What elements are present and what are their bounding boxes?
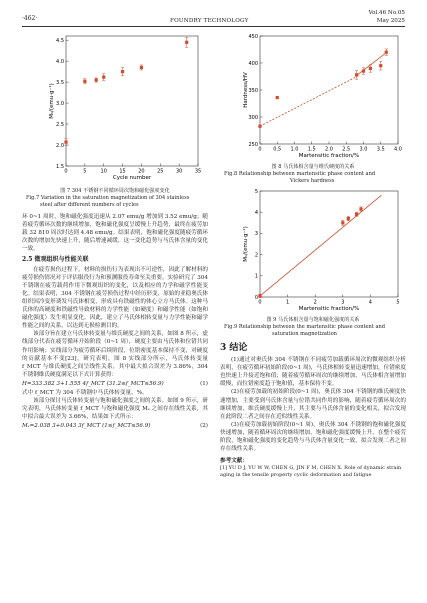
figure-8-caption-en-1: Fig.8 Relationship between martensitic phase content and: [224, 171, 376, 177]
data-point: [379, 64, 382, 67]
data-point: [102, 75, 105, 78]
y-tick-label: 250: [248, 141, 258, 148]
figure-7-chart: [22, 32, 208, 187]
x-tick-label: 2.0: [325, 146, 333, 153]
page-number: ·462·: [22, 15, 38, 22]
data-point: [362, 70, 365, 73]
section-2-5-heading: 2.5 微观组织与性能关联: [22, 256, 89, 264]
figure-9-caption-en-1: Fig.9 Relationship between the martensitic phase content and: [224, 324, 386, 330]
figure-9: [220, 187, 406, 317]
x-tick-label: 30: [175, 168, 183, 175]
y-axis-title: Hardness/HV: [243, 72, 249, 108]
x-tick-label: 2: [313, 299, 317, 306]
x-tick-label: 4: [368, 299, 372, 306]
y-tick-label: 1: [254, 273, 258, 280]
x-tick-label: 10: [100, 168, 107, 175]
plot-frame: [260, 36, 398, 144]
y-tick-label: 400: [248, 60, 258, 67]
data-point: [185, 41, 188, 44]
data-point: [121, 70, 124, 73]
data-point: [95, 78, 98, 81]
data-point: [83, 80, 86, 83]
equation-1: [22, 380, 208, 388]
data-point: [276, 96, 279, 99]
x-tick-label: 0: [258, 299, 262, 306]
figure-8-caption-cn: 图 8 马氏体相含量与维氏硬度的关系: [271, 164, 355, 170]
equation-1-number: (1): [200, 380, 208, 387]
figure-9-caption-en-2: saturation magnetization: [272, 331, 337, 337]
fit-line-solid: [357, 52, 388, 76]
data-point: [64, 140, 67, 143]
x-tick-label: 3.0: [359, 146, 368, 153]
x-tick-label: 0: [64, 168, 68, 175]
data-point: [140, 66, 143, 69]
x-tick-label: 0: [258, 146, 262, 153]
y-tick-label: 3.5: [56, 79, 64, 86]
figure-8-caption-en-2: Vickers hardness: [290, 178, 335, 184]
issue-date: May 2025: [376, 18, 405, 24]
figure-9-chart: [220, 187, 406, 317]
x-tick-label: 15: [119, 168, 126, 175]
x-tick-label: 35: [194, 168, 202, 175]
fit-line-solid: [260, 195, 381, 296]
y-tick-label: 350: [248, 87, 258, 94]
paragraph-microstructure: 在疲劳损伤过程下，材料的损伤行为表现出不可逆性，因此了解材料的疲劳损伤情况对于评估服役行为和预测服役寿命至关重要。实验研究了 304 不锈钢在疲劳载荷作用下微观组织的变化，以及相应的力学和磁学性能变化。结果表明，304 不锈钢在疲劳损伤过程中经历形变，原始的亚稳奥氏体组织因冷变形诱发马氏体相变，形成具有铁磁性的体心立方马氏体。这种马氏体的高硬度和铁磁性导致材料的力学性能（如硬度）和磁学性能（如饱和磁化强度）发生明显变化。因此，建立了马氏体相转变量与力学性能和磁学性能之间的关系，以达到无损检测目的。: [22, 266, 208, 330]
y-tick-label: 1.5: [56, 163, 64, 170]
y-tick-label: 300: [248, 114, 258, 121]
figure-7-caption-cn: 图 7 304 不锈钢不同循环周次饱和磁化强度变化: [60, 188, 170, 194]
x-tick-label: 2.5: [342, 146, 351, 153]
equation-2-body: Mₛ=2.038 3+0.043 3f_MCT (1≤f_MCT≤56.9): [22, 423, 151, 430]
x-tick-label: 3.5: [376, 146, 385, 153]
y-tick-label: 3: [254, 231, 258, 238]
x-tick-label: 0.5: [273, 146, 282, 153]
paragraph-fig7-discussion: 环 0~1 周时，饱和磁化强度迅速从 2.07 emu/g 增加到 3.52 emu/g；随着疲劳循环次数的继续增加，饱和磁化强度呈缓慢上升趋势，最终在疲劳加载 32 810 周次时达到 4.48 emu/g。结果表明，饱和磁化强度随疲劳循环次数的增加先快速上升，随后增速减缓，这一变化趋势与马氏体含量的变化一致。: [22, 214, 208, 253]
figure-7-caption-en-1: Fig.7 Variation in the saturation magnetization of 304 stainless: [26, 195, 190, 201]
y-tick-label: 4.5: [56, 37, 64, 44]
references-heading: 参考文献：: [220, 458, 248, 465]
plot-frame: [66, 36, 198, 166]
x-axis-title: Martensitic fraction/%: [298, 153, 360, 159]
x-tick-label: 3: [341, 299, 345, 306]
conclusion-3: (3)在疲劳加载初始阶段(0~1 周)，奥氏体 304 不锈钢的饱和磁化强度快速增加，随着循环周次的继续增加，饱和磁化强度缓慢上升，在整个疲劳阶段，饱和磁化强度的变化趋势与马氏体含量变化一致，拟合发现二者之间存在线性关系。: [220, 421, 406, 453]
y-tick-label: 3.0: [56, 100, 64, 107]
data-point: [258, 125, 261, 128]
y-tick-label: 2.5: [56, 121, 64, 128]
journal-name: FOUNDRY TECHNOLOGY: [170, 18, 249, 24]
paragraph-eq1-note: 式中 f_MCT 为 304 不锈钢中马氏体转变量，%。: [22, 389, 148, 396]
x-tick-label: 4.0: [394, 146, 402, 153]
data-point: [359, 207, 362, 210]
plot-frame: [260, 191, 398, 297]
reference-1: [1] YU D J, YU W W, CHEN G, JIN F M, CHEN X. Role of dynamic strain aging in the tensile property cyclic deformation and fatigue: [220, 465, 402, 479]
x-axis-title: Cycle number: [112, 175, 152, 181]
data-point: [355, 73, 358, 76]
right-column: [220, 32, 406, 479]
y-tick-label: 5: [254, 188, 258, 195]
y-tick-label: 4: [254, 210, 258, 216]
equation-2: [22, 422, 208, 430]
data-point: [385, 51, 388, 54]
y-tick-label: 450: [248, 33, 258, 40]
y-axis-title: Mₛ/(emu·g⁻¹): [49, 83, 55, 119]
figure-7: [22, 32, 208, 187]
header-rule: [22, 26, 405, 27]
y-tick-label: 2.0: [56, 142, 64, 149]
x-tick-label: 25: [157, 168, 164, 175]
x-tick-label: 5: [83, 168, 87, 175]
paragraph-magnetization-relation: 该部分探讨马氏体转变量与饱和磁化强度之间的关系。如图 9 所示，研究表明，马氏体转变量 f_MCT 与饱和磁化强度 Mₛ 之间存在线性关系，其中拟合最大误差为 3.66%，结果如下式所示：: [22, 398, 208, 421]
x-tick-label: 20: [138, 168, 145, 175]
figure-8: [220, 32, 406, 164]
conclusion-1: (1)通过对奥氏体 304 不锈钢在不同疲劳加载循环周次的微观组织分析表明，在疲劳循环初始阶段(0~1 周)，马氏体相转变量迅速增加，位错密度也快速上升接近饱和值；随着疲劳循环周次的继续增加，马氏体相含量增加缓慢，而位错密度趋于饱和值，基本保持不变。: [220, 357, 406, 388]
data-point: [355, 213, 358, 216]
conclusion-2: (2)在疲劳加载的初始阶段(0~1 周)，奥氏体 304 不锈钢的维氏硬度快速增加，主要受到马氏体含量与位错共同作用的影响，随着疲劳循环周次的继续增加，维氏硬度缓慢上升，其主要与马氏体含量的变化相关，拟合发现在此阶段二者之间存在近似线性关系。: [220, 389, 406, 420]
fit-line-dashed: [260, 75, 360, 126]
y-axis-title: Mₛ/(emu·g⁻¹): [243, 226, 249, 262]
section-3-heading: 3 结论: [220, 343, 248, 353]
y-tick-label: 2: [254, 252, 258, 259]
paragraph-hardness-relation: 该部分旨在建立马氏体转变量与维氏硬度之间的关系，如图 8 所示，虚线部分代表在疲劳循环开始阶段（0~1 周），硬度主要由马氏体和位错共同作用影响；实线部分为疲劳循环后续阶段，位错密度基本保持不变，对硬度的贡献基本不变[23]。研究表明，图 8 实线部分所示，马氏体转变量 f_MCT 与维氏硬度之间呈线性关系，其中最大拟合误差为 3.86%，304 不锈钢维氏硬度满足以下式计算获得：: [22, 331, 208, 378]
x-tick-label: 1: [286, 299, 290, 306]
figure-9-caption-cn: 图 9 马氏体相含量与饱和磁化强度的关系: [266, 317, 360, 323]
y-tick-label: 0: [254, 294, 258, 301]
volume-label: Vol.46 No.05: [368, 10, 405, 16]
left-column: [22, 32, 208, 431]
equation-2-number: (2): [200, 423, 208, 430]
data-point: [258, 294, 261, 297]
x-axis-title: Martensitic fraction/%: [298, 306, 360, 312]
x-tick-label: 5: [396, 299, 400, 306]
data-point: [341, 221, 344, 224]
equation-1-body: H=333.382 3+1.555 4f_MCT (31.2≤f_MCT≤56.9): [22, 380, 164, 387]
x-tick-label: 1.0: [290, 146, 299, 153]
figure-8-chart: [220, 32, 406, 164]
x-tick-label: 1.5: [307, 146, 316, 153]
data-point: [369, 67, 372, 70]
data-point: [347, 217, 350, 220]
y-tick-label: 4.0: [56, 58, 64, 65]
figure-7-caption-en-2: steel after different numbers of cycles: [40, 202, 139, 208]
